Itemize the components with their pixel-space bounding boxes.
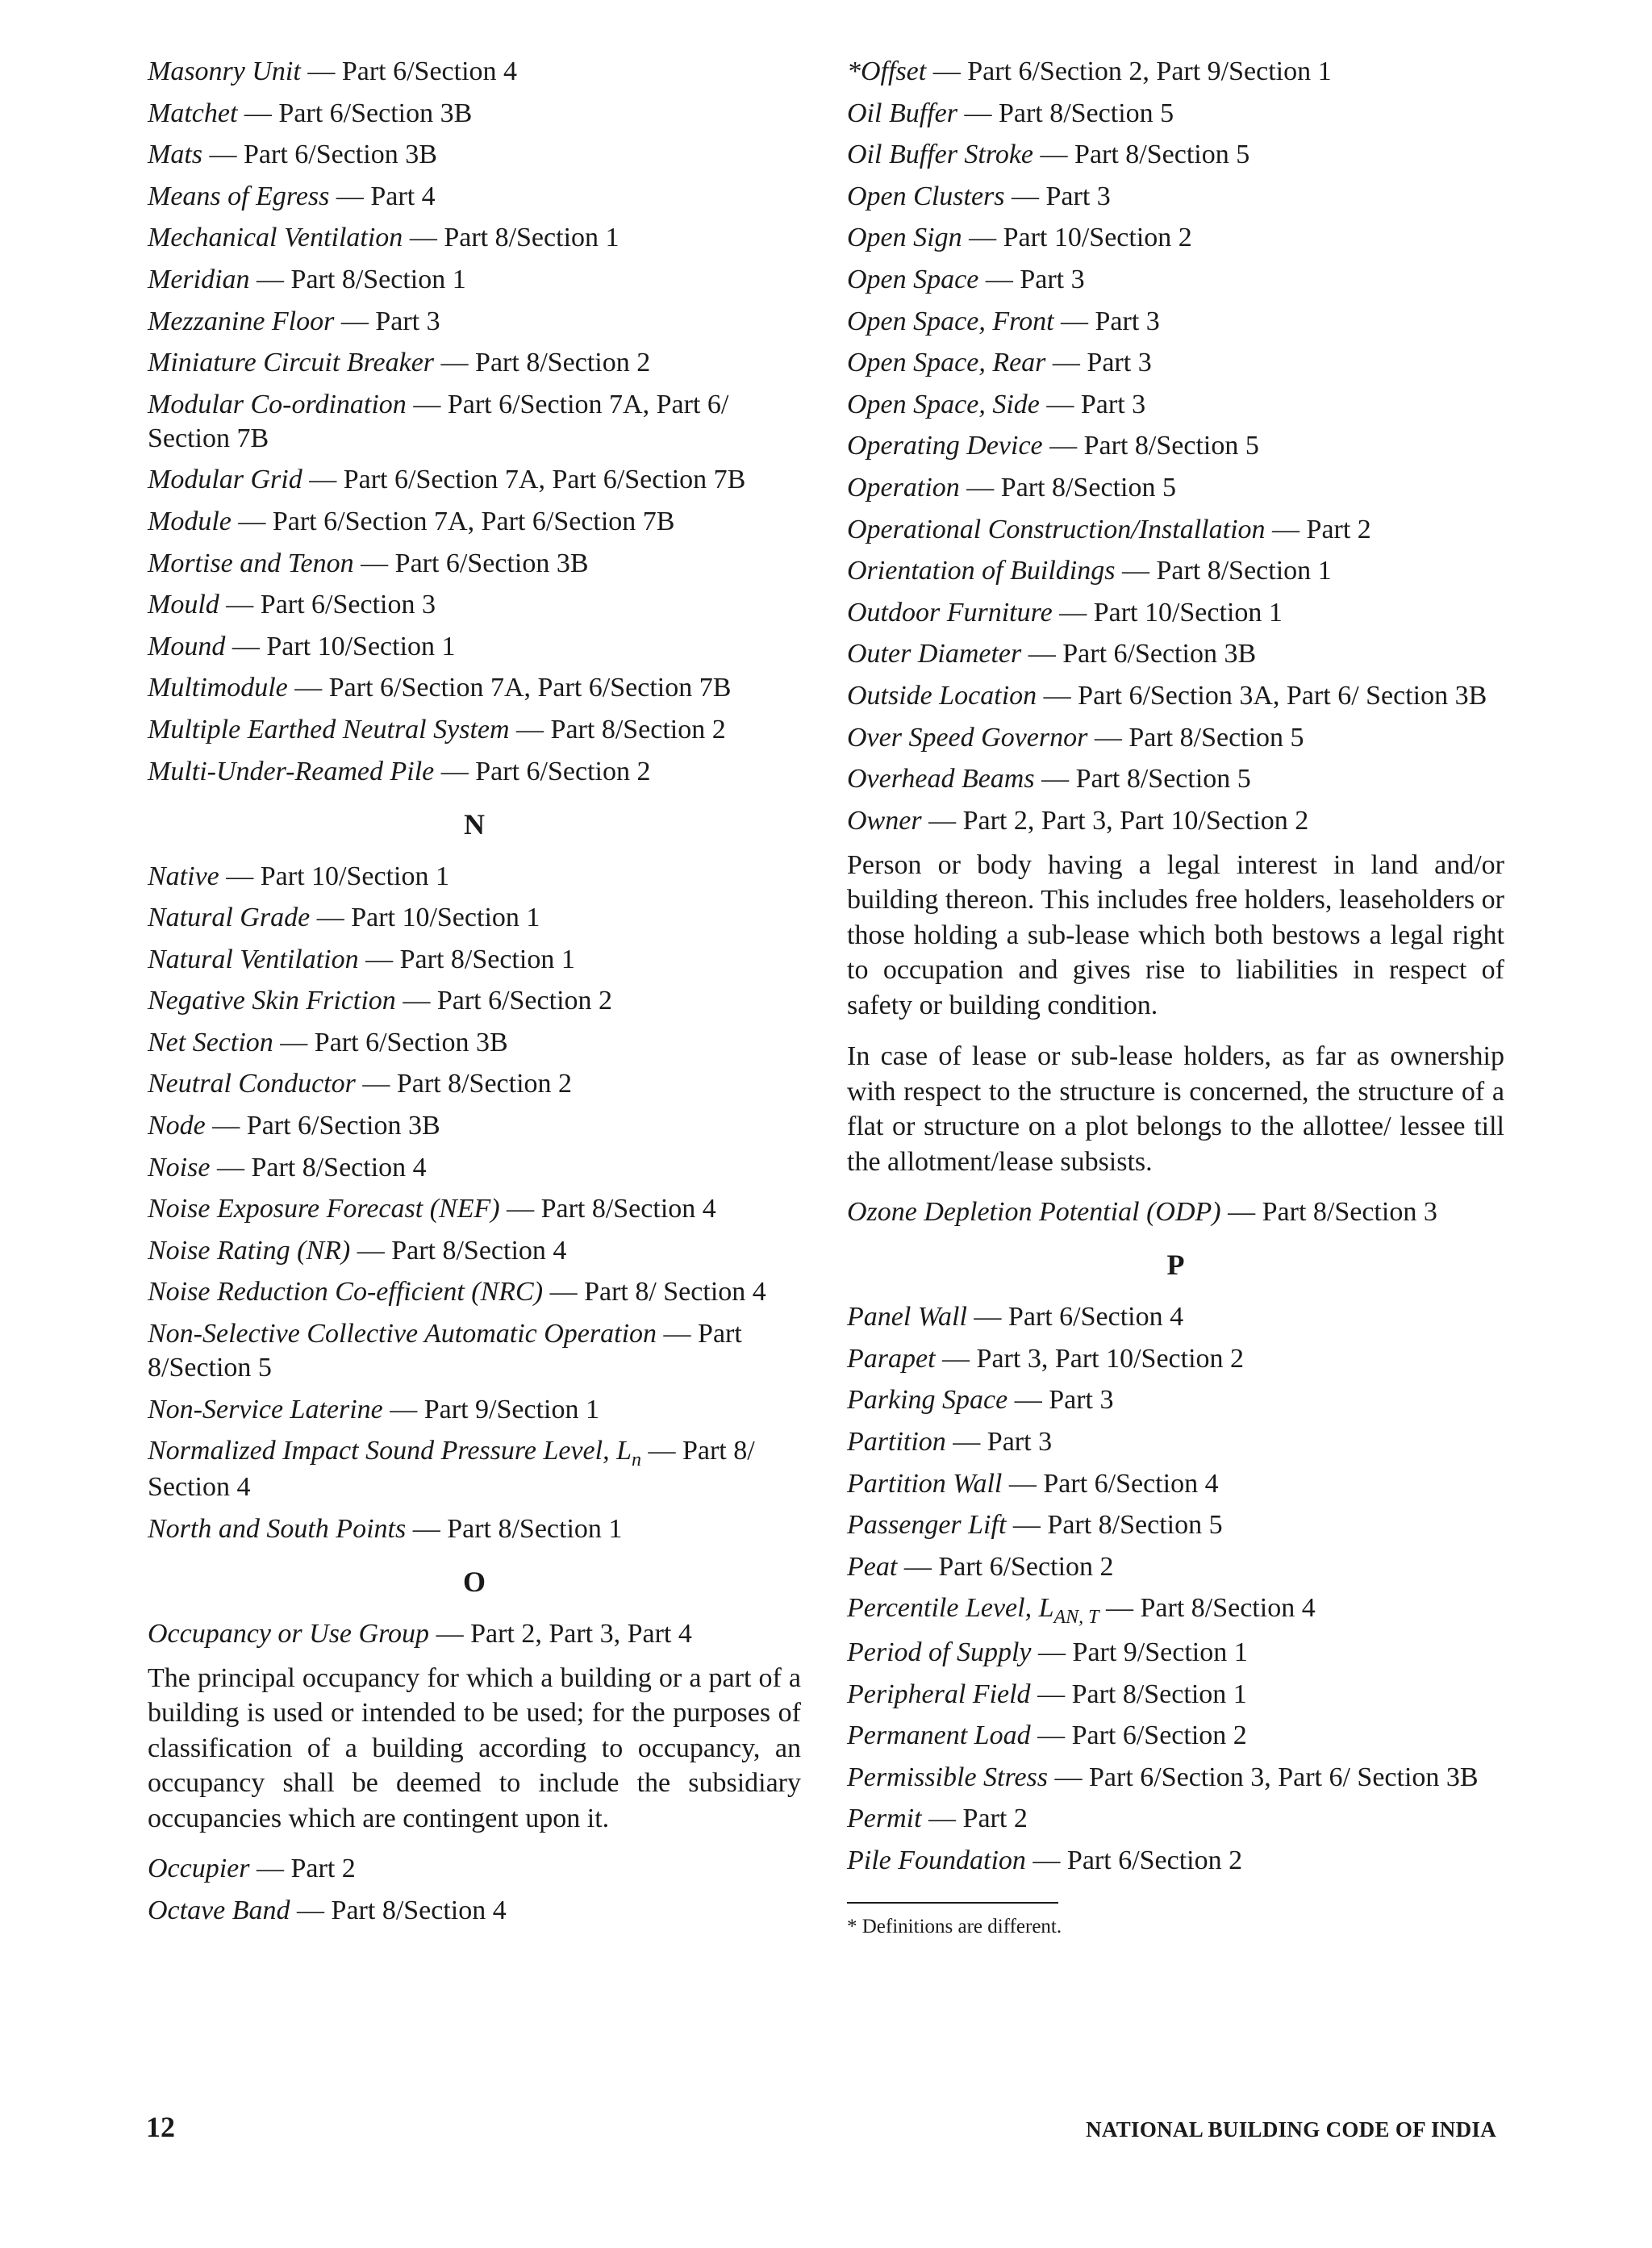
index-term: Natural Grade	[148, 903, 311, 933]
index-ref: Part 9/Section 1	[423, 1394, 599, 1424]
index-term: Passenger Lift	[847, 1510, 1007, 1541]
index-ref: Part 4	[370, 181, 436, 211]
index-ref: Part 6/Section 7A, Part 6/ Section 7B	[148, 389, 729, 453]
index-ref: Part 6/Section 3	[260, 590, 436, 620]
index-ref: Part 3	[1095, 306, 1160, 336]
index-term: Noise Reduction Co-efficient (NRC)	[148, 1277, 544, 1308]
index-entry: Natural Ventilation — Part 8/Section 1	[148, 944, 575, 974]
index-entry: Noise Exposure Forecast (NEF) — Part 8/Section 4	[148, 1194, 716, 1224]
index-term: Multi-Under-Reamed Pile	[148, 756, 435, 786]
index-entry-percentile: Percentile Level, $L_{AN, T}$ — Part 8/Section 4	[847, 1593, 1316, 1629]
index-term: Partition Wall	[847, 1468, 1003, 1499]
index-term: Mechanical Ventilation	[148, 223, 403, 253]
index-entry: Overhead Beams — Part 8/Section 5	[847, 764, 1251, 795]
footer-title: NATIONAL BUILDING CODE OF INDIA	[1086, 2117, 1496, 2142]
index-entry: Outdoor Furniture — Part 10/Section 1	[847, 597, 1283, 628]
index-ref: Part 6/Section 4	[1043, 1468, 1219, 1499]
index-entry: Partition — Part 3	[847, 1426, 1053, 1457]
index-term: Oil Buffer Stroke	[847, 140, 1034, 170]
index-ref: Part 8/Section 5	[998, 98, 1174, 128]
entry-group	[148, 1617, 801, 1651]
index-entry: Multimodule — Part 6/Section 7A, Part 6/Section 7B	[148, 673, 732, 703]
index-ref: Part 2	[962, 1804, 1028, 1834]
index-ref: Part 6/Section 3, Part 6/ Section 3B	[1089, 1762, 1479, 1792]
entry-group	[847, 1300, 1504, 1584]
index-term: Owner	[847, 805, 922, 836]
index-ref: Part 8/Section 4	[391, 1235, 567, 1266]
index-ref: Part 8/Section 5	[1128, 722, 1304, 753]
index-ref: Part 8/Section 1	[290, 264, 466, 294]
index-term: *Offset	[847, 56, 927, 86]
index-entry: Permissible Stress — Part 6/Section 3, Part 6/ Section 3B	[847, 1762, 1479, 1792]
index-term: Native	[148, 861, 219, 891]
index-entry: Negative Skin Friction — Part 6/Section 2	[148, 986, 613, 1016]
index-entry: Neutral Conductor — Part 8/Section 2	[148, 1069, 573, 1099]
index-term: Pile Foundation	[847, 1845, 1026, 1875]
index-entry: Occupancy or Use Group — Part 2, Part 3, Part 4	[148, 1618, 692, 1649]
entry-group	[148, 1512, 801, 1546]
index-entry: Panel Wall — Part 6/Section 4	[847, 1302, 1184, 1333]
index-entry: Peat — Part 6/Section 2	[847, 1551, 1114, 1582]
index-term: Noise	[148, 1152, 211, 1182]
index-entry: Mezzanine Floor — Part 3	[148, 306, 440, 336]
index-term: Operation	[847, 472, 960, 503]
index-entry: Operating Device — Part 8/Section 5	[847, 431, 1259, 461]
index-entry: Masonry Unit — Part 6/Section 4	[148, 56, 518, 86]
right-column	[847, 55, 1504, 1939]
index-entry: Open Space, Rear — Part 3	[847, 348, 1152, 378]
index-entry: Non-Service Laterine — Part 9/Section 1	[148, 1394, 599, 1424]
index-entry: Permanent Load — Part 6/Section 2	[847, 1720, 1247, 1751]
index-term: Over Speed Governor	[847, 722, 1088, 753]
index-term: Mortise and Tenon	[148, 548, 354, 578]
index-entry: Open Space — Part 3	[847, 264, 1085, 294]
index-ref: Part 8/Section 5	[1000, 472, 1176, 503]
index-entry: Natural Grade — Part 10/Section 1	[148, 903, 540, 933]
index-term: Orientation of Buildings	[847, 556, 1116, 586]
index-ref: Part 6/Section 2	[1066, 1845, 1243, 1875]
index-entry: Over Speed Governor — Part 8/Section 5	[847, 722, 1304, 753]
index-term: Meridian	[148, 264, 250, 294]
subscript: n	[631, 1449, 641, 1471]
index-term: Period of Supply	[847, 1637, 1032, 1667]
index-entry: Miniature Circuit Breaker — Part 8/Section 2	[148, 348, 651, 378]
index-term: Mound	[148, 631, 226, 661]
index-term: Open Space	[847, 264, 979, 294]
index-term: Percentile Level, $L_{AN, T}$	[847, 1593, 1099, 1629]
entry-group	[148, 860, 801, 1427]
index-term: Occupancy or Use Group	[148, 1618, 430, 1649]
index-term: Peat	[847, 1551, 898, 1582]
entry-group	[847, 1636, 1504, 1878]
index-ref: Part 8/Section 2	[550, 714, 726, 744]
index-ref: Part 3	[1020, 264, 1085, 294]
index-ref: Part 6/Section 7A, Part 6/Section 7B	[343, 465, 746, 495]
index-entry: Oil Buffer Stroke — Part 8/Section 5	[847, 140, 1250, 170]
index-entry: Parking Space — Part 3	[847, 1385, 1114, 1416]
index-entry: Module — Part 6/Section 7A, Part 6/Section 7B	[148, 506, 675, 536]
index-entry: Mound — Part 10/Section 1	[148, 631, 456, 661]
index-ref: Part 10/Section 1	[351, 903, 540, 933]
index-ref: Part 9/Section 1	[1072, 1637, 1248, 1667]
index-ref: Part 2, Part 3, Part 10/Section 2	[962, 805, 1309, 836]
index-term: Occupier	[148, 1854, 250, 1884]
index-entry: Mats — Part 6/Section 3B	[148, 140, 437, 170]
index-entry: Net Section — Part 6/Section 3B	[148, 1027, 508, 1057]
index-term: Modular Grid	[148, 465, 302, 495]
index-term: Neutral Conductor	[148, 1069, 356, 1099]
index-ref: Part 6/Section 2, Part 9/Section 1	[967, 56, 1332, 86]
page-number: 12	[146, 2111, 175, 2143]
index-ref: Part 6/Section 3B	[314, 1027, 508, 1057]
index-ref: Part 8/Section 5	[1047, 1510, 1223, 1541]
index-term: Non-Service Laterine	[148, 1394, 383, 1424]
index-ref: Part 3	[375, 306, 440, 336]
index-term: Operating Device	[847, 431, 1043, 461]
index-term: Multimodule	[148, 673, 288, 703]
index-entry: Native — Part 10/Section 1	[148, 861, 449, 891]
index-term: Mould	[148, 590, 219, 620]
index-term: Overhead Beams	[847, 764, 1035, 795]
index-entry: Parapet — Part 3, Part 10/Section 2	[847, 1343, 1245, 1374]
index-ref: Part 6/Section 4	[341, 56, 518, 86]
index-term: Ozone Depletion Potential (ODP)	[847, 1197, 1221, 1228]
index-term: Open Space, Rear	[847, 348, 1046, 378]
index-term: Means of Egress	[148, 181, 330, 211]
index-entry: Open Space, Front — Part 3	[847, 306, 1160, 336]
definition-paragraph: Person or body having a legal interest in land and/or building thereon. This includes free holders, leaseholders or those holding a sub-lease which both bestows a legal right to occupation and gives rise to liabilities in respect of safety or building condition.	[847, 849, 1504, 1020]
index-entry: Node — Part 6/Section 3B	[148, 1111, 440, 1141]
index-term: Parking Space	[847, 1385, 1008, 1416]
index-ref: Part 6/Section 2	[475, 756, 651, 786]
index-term: Noise Rating (NR)	[148, 1235, 351, 1266]
index-ref: Part 10/Section 1	[260, 861, 449, 891]
index-entry: Permit — Part 2	[847, 1804, 1028, 1834]
index-ref: Part 10/Section 2	[1003, 223, 1192, 253]
index-term: Mats	[148, 140, 202, 170]
index-ref: Part 8/Section 4	[251, 1152, 427, 1182]
index-term: Open Sign	[847, 223, 962, 253]
entry-group	[148, 55, 801, 789]
index-term: Outdoor Furniture	[847, 597, 1053, 628]
index-ref: Part 2	[1306, 514, 1371, 544]
entry-group	[148, 1852, 801, 1928]
index-ref: Part 2, Part 3, Part 4	[470, 1618, 692, 1649]
subscript: AN, T	[1053, 1607, 1099, 1629]
index-entry: Modular Grid — Part 6/Section 7A, Part 6/Section 7B	[148, 465, 746, 495]
index-ref: Part 6/Section 2	[436, 986, 613, 1016]
index-entry: Peripheral Field — Part 8/Section 1	[847, 1679, 1247, 1709]
index-entry: Open Sign — Part 10/Section 2	[847, 223, 1192, 253]
index-ref: Part 8/ Section 4	[148, 1436, 755, 1503]
index-term: Masonry Unit	[148, 56, 301, 86]
index-ref: Part 8/ Section 4	[584, 1277, 766, 1308]
index-entry: Occupier — Part 2	[148, 1854, 356, 1884]
index-term: Open Space, Side	[847, 389, 1040, 419]
index-term: Operational Construction/Installation	[847, 514, 1266, 544]
index-ref: Part 6/Section 7A, Part 6/Section 7B	[328, 673, 732, 703]
index-entry: Mould — Part 6/Section 3	[148, 590, 436, 620]
index-term: Octave Band	[148, 1895, 290, 1925]
index-entry: Outside Location — Part 6/Section 3A, Part 6/ Section 3B	[847, 680, 1487, 711]
index-term: Permanent Load	[847, 1720, 1031, 1751]
index-entry: Outer Diameter — Part 6/Section 3B	[847, 639, 1257, 669]
index-term: Non-Selective Collective Automatic Operation	[148, 1319, 657, 1349]
index-ref: Part 3	[1080, 389, 1146, 419]
index-ref: Part 3	[1049, 1385, 1114, 1416]
index-term: Net Section	[148, 1027, 273, 1057]
index-ref: Part 8/Section 1	[1071, 1679, 1247, 1709]
index-ref: Part 10/Section 1	[266, 631, 456, 661]
section-heading-n: N	[464, 807, 485, 840]
index-ref: Part 8/Section 4	[1140, 1593, 1316, 1624]
index-ref: Part 8/Section 1	[447, 1513, 623, 1544]
index-term: Natural Ventilation	[148, 944, 359, 974]
left-column	[148, 55, 801, 1936]
footnote: * Definitions are different.	[847, 1915, 1062, 1937]
index-ref: Part 8/Section 5	[1083, 431, 1259, 461]
index-entry: Open Clusters — Part 3	[847, 181, 1111, 211]
index-term: Partition	[847, 1426, 946, 1457]
index-term: Noise Exposure Forecast (NEF)	[148, 1194, 500, 1224]
index-ref: Part 8/Section 4	[540, 1194, 716, 1224]
index-entry: Noise Reduction Co-efficient (NRC) — Part 8/ Section 4	[148, 1277, 766, 1308]
index-entry: Noise Rating (NR) — Part 8/Section 4	[148, 1235, 567, 1266]
footnote-rule	[847, 1902, 1058, 1904]
index-entry: Operational Construction/Installation — Part 2	[847, 514, 1371, 544]
index-entry: Open Space, Side — Part 3	[847, 389, 1146, 419]
index-ref: Part 6/Section 4	[1007, 1302, 1184, 1333]
index-ref: Part 6/Section 3B	[246, 1111, 440, 1141]
section-heading-o: O	[462, 1565, 486, 1598]
index-entry: Operation — Part 8/Section 5	[847, 472, 1176, 503]
index-entry-normalized: Normalized Impact Sound Pressure Level, $L_n$ — Part 8/ Section 4	[148, 1436, 755, 1503]
index-ref: Part 6/Section 2	[1071, 1720, 1247, 1751]
index-ref: Part 6/Section 3B	[244, 140, 437, 170]
index-entry: Meridian — Part 8/Section 1	[148, 264, 466, 294]
index-term: Open Clusters	[847, 181, 1005, 211]
index-ref: Part 8/Section 1	[444, 223, 620, 253]
index-ref: Part 8/Section 1	[1156, 556, 1332, 586]
index-term: Panel Wall	[847, 1302, 967, 1333]
index-term: Mezzanine Floor	[148, 306, 335, 336]
index-entry: Multi-Under-Reamed Pile — Part 6/Section 2	[148, 756, 651, 786]
index-entry: Orientation of Buildings — Part 8/Section 1	[847, 556, 1332, 586]
index-entry: Owner — Part 2, Part 3, Part 10/Section 2	[847, 805, 1309, 836]
index-entry: Matchet — Part 6/Section 3B	[148, 98, 473, 128]
index-ref: Part 8/Section 5	[148, 1319, 742, 1383]
index-ref: Part 8/Section 5	[1074, 140, 1250, 170]
section-heading-p: P	[1166, 1249, 1185, 1282]
index-term: Outside Location	[847, 680, 1037, 711]
index-entry: Means of Egress — Part 4	[148, 181, 436, 211]
index-ref: Part 3	[1045, 181, 1111, 211]
index-entry: Period of Supply — Part 9/Section 1	[847, 1637, 1248, 1667]
index-entry: Mechanical Ventilation — Part 8/Section 1	[148, 223, 620, 253]
index-term: Matchet	[148, 98, 238, 128]
index-term: Modular Co-ordination	[148, 389, 407, 419]
index-term: North and South Points	[148, 1513, 407, 1544]
index-entry: Non-Selective Collective Automatic Operation — Part 8/Section 5	[148, 1319, 742, 1383]
index-ref: Part 8/Section 2	[475, 348, 651, 378]
index-term: Negative Skin Friction	[148, 986, 396, 1016]
index-ref: Part 6/Section 2	[938, 1551, 1114, 1582]
definition-paragraph: In case of lease or sub-lease holders, as far as ownership with respect to the structure is concerned, the structure of a flat or structure on a plot belongs to the allottee/ lessee till the allotment/lease subsists.	[847, 1041, 1504, 1177]
index-term: Node	[148, 1111, 206, 1141]
index-term: Oil Buffer	[847, 98, 957, 128]
index-ref: Part 6/Section 7A, Part 6/Section 7B	[272, 506, 675, 536]
index-ref: Part 10/Section 1	[1093, 597, 1283, 628]
index-entry: Modular Co-ordination — Part 6/Section 7A, Part 6/ Section 7B	[148, 389, 729, 453]
index-entry: *Offset — Part 6/Section 2, Part 9/Section 1	[847, 56, 1332, 86]
index-entry: Noise — Part 8/Section 4	[148, 1152, 427, 1182]
index-ref: Part 6/Section 3B	[394, 548, 589, 578]
index-term: Permit	[847, 1804, 922, 1834]
index-ref: Part 6/Section 3B	[1062, 639, 1257, 669]
definition-paragraph: The principal occupancy for which a building or a part of a building is used or intended to be used; for the purposes of classification of a building according to occupancy, an occupancy shall be deemed to include the subsidiary occupancies which are contingent upon it.	[148, 1662, 801, 1833]
index-entry: Mortise and Tenon — Part 6/Section 3B	[148, 548, 589, 578]
index-ref: Part 8/Section 4	[331, 1895, 507, 1925]
index-ref: Part 6/Section 3B	[278, 98, 473, 128]
index-term: Open Space, Front	[847, 306, 1054, 336]
index-ref: Part 3	[987, 1426, 1053, 1457]
index-ref: Part 2	[290, 1854, 356, 1884]
index-entry: Partition Wall — Part 6/Section 4	[847, 1468, 1219, 1499]
index-ref: Part 8/Section 2	[396, 1069, 573, 1099]
index-ref: Part 3, Part 10/Section 2	[976, 1343, 1245, 1374]
index-term: Normalized Impact Sound Pressure Level, $L_n$	[148, 1436, 641, 1471]
index-term: Miniature Circuit Breaker	[148, 348, 435, 378]
index-ref: Part 8/Section 1	[399, 944, 575, 974]
index-term: Module	[148, 506, 232, 536]
index-ref: Part 8/Section 5	[1075, 764, 1251, 795]
index-entry: Ozone Depletion Potential (ODP) — Part 8/Section 3	[847, 1197, 1437, 1228]
index-term: Peripheral Field	[847, 1679, 1031, 1709]
index-entry: Octave Band — Part 8/Section 4	[148, 1895, 507, 1925]
index-entry: North and South Points — Part 8/Section 1	[148, 1513, 623, 1544]
entry-group	[847, 1195, 1504, 1229]
index-term: Permissible Stress	[847, 1762, 1049, 1792]
entry-group	[847, 55, 1504, 838]
index-entry: Pile Foundation — Part 6/Section 2	[847, 1845, 1243, 1875]
index-term: Multiple Earthed Neutral System	[148, 714, 510, 744]
index-ref: Part 3	[1087, 348, 1152, 378]
index-entry: Passenger Lift — Part 8/Section 5	[847, 1510, 1223, 1541]
index-entry: Oil Buffer — Part 8/Section 5	[847, 98, 1174, 128]
index-term: Parapet	[847, 1343, 936, 1374]
index-term: Outer Diameter	[847, 639, 1022, 669]
index-entry: Multiple Earthed Neutral System — Part 8/Section 2	[148, 714, 726, 744]
index-ref: Part 8/Section 3	[1262, 1197, 1437, 1228]
index-ref: Part 6/Section 3A, Part 6/ Section 3B	[1078, 680, 1487, 711]
